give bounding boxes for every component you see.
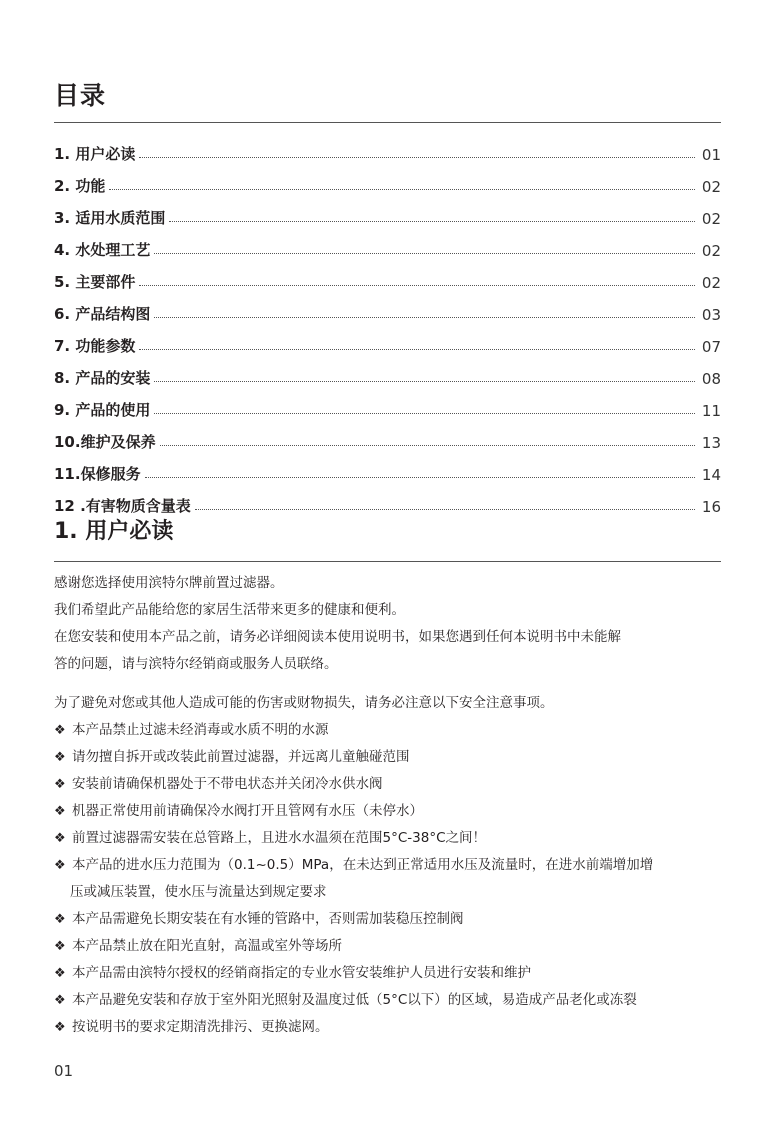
toc-entry-number: 5. [54, 273, 71, 291]
toc-entry-number: 3. [54, 209, 71, 227]
diamond-bullet-icon: ❖ [54, 750, 66, 765]
safety-bullet [54, 933, 734, 960]
safety-bullet [54, 987, 734, 1014]
toc-leader-dots [109, 189, 695, 190]
toc-entry-label: 维护及保养 [80, 433, 156, 451]
diamond-bullet-icon: ❖ [54, 966, 66, 981]
toc-entry-number: 12 . [54, 497, 86, 515]
toc-entry-number: 7. [54, 337, 71, 355]
toc-entry-10[interactable] [54, 420, 721, 452]
intro-paragraph-line: 我们希望此产品能给您的家居生活带来更多的健康和便利。 [54, 602, 405, 618]
diamond-bullet-icon: ❖ [54, 831, 66, 846]
toc-entry-page: 01 [701, 146, 721, 164]
toc-entry-label: 有害物质含量表 [85, 497, 191, 515]
toc-entry-number: 4. [54, 241, 71, 259]
table-of-contents [54, 132, 721, 516]
diamond-bullet-icon: ❖ [54, 912, 66, 927]
diamond-bullet-icon: ❖ [54, 858, 66, 873]
safety-intro: 为了避免对您或其他人造成可能的伤害或财物损失，请务必注意以下安全注意事项。 [54, 695, 554, 711]
safety-bullet [54, 798, 734, 825]
toc-entry-3[interactable] [54, 196, 721, 228]
toc-leader-dots [139, 349, 695, 350]
toc-leader-dots [154, 381, 695, 382]
safety-bullet [54, 906, 734, 933]
toc-entry-page: 07 [701, 338, 721, 356]
toc-leader-dots [139, 285, 695, 286]
toc-leader-dots [154, 413, 695, 414]
toc-entry-page: 16 [701, 498, 721, 516]
toc-entry-page: 02 [701, 274, 721, 292]
toc-leader-dots [169, 221, 695, 222]
toc-entry-11[interactable] [54, 452, 721, 484]
toc-entry-page: 02 [701, 210, 721, 228]
safety-bullet [54, 717, 734, 744]
toc-entry-page: 11 [701, 402, 721, 420]
toc-entry-8[interactable] [54, 356, 721, 388]
toc-entry-label: 功能 [75, 177, 106, 195]
toc-entry-9[interactable] [54, 388, 721, 420]
toc-entry-label: 主要部件 [75, 273, 136, 291]
toc-entry-5[interactable] [54, 260, 721, 292]
safety-bullet [54, 852, 734, 879]
toc-entry-number: 1. [54, 145, 71, 163]
toc-leader-dots [139, 157, 695, 158]
safety-bullet-text: 本产品禁止过滤未经消毒或水质不明的水源 [72, 722, 329, 738]
safety-bullet [54, 744, 734, 771]
toc-entry-4[interactable] [54, 228, 721, 260]
toc-entry-page: 02 [701, 178, 721, 196]
toc-entry-number: 8. [54, 369, 71, 387]
toc-entry-number: 2. [54, 177, 71, 195]
page-number: 01 [54, 1062, 74, 1080]
safety-bullet-continuation: 压或减压装置，使水压与流量达到规定要求 [70, 884, 327, 900]
toc-entry-page: 03 [701, 306, 721, 324]
diamond-bullet-icon: ❖ [54, 777, 66, 792]
safety-bullet-text: 机器正常使用前请确保冷水阀打开且管网有水压（未停水） [72, 803, 423, 819]
intro-paragraph-line: 感谢您选择使用滨特尔牌前置过滤器。 [54, 575, 284, 591]
toc-entry-1[interactable] [54, 132, 721, 164]
safety-bullet [54, 771, 734, 798]
safety-bullet-text: 本产品需避免长期安装在有水锤的管路中，否则需加装稳压控制阀 [72, 911, 464, 927]
toc-entry-page: 02 [701, 242, 721, 260]
safety-bullet [54, 1014, 734, 1041]
safety-bullet-text: 本产品避免安装和存放于室外阳光照射及温度过低（5°C以下）的区域，易造成产品老化或冻裂 [72, 992, 637, 1008]
toc-entry-label: 产品的安装 [75, 369, 151, 387]
safety-bullet-text: 按说明书的要求定期清洗排污、更换滤网。 [72, 1019, 329, 1035]
toc-entry-label: 水处理工艺 [75, 241, 151, 259]
toc-title-divider [54, 122, 721, 123]
toc-entry-number: 11. [54, 465, 81, 483]
toc-entry-7[interactable] [54, 324, 721, 356]
toc-entry-label: 用户必读 [75, 145, 136, 163]
safety-bullet [54, 825, 734, 852]
toc-entry-2[interactable] [54, 164, 721, 196]
safety-bullet-text: 本产品禁止放在阳光直射，高温或室外等场所 [72, 938, 342, 954]
toc-leader-dots [154, 253, 695, 254]
safety-bullet-text: 本产品需由滨特尔授权的经销商指定的专业水管安装维护人员进行安装和维护 [72, 965, 531, 981]
toc-entry-label: 保修服务 [80, 465, 141, 483]
toc-leader-dots [195, 509, 695, 510]
safety-bullet-text: 本产品的进水压力范围为（0.1~0.5）MPa，在未达到正常适用水压及流量时，在进水前端增加增 [72, 857, 654, 873]
safety-bullet-text: 前置过滤器需安装在总管路上，且进水水温须在范围5°C-38°C之间！ [72, 830, 486, 846]
toc-title: 目录 [54, 81, 107, 110]
toc-entry-page: 14 [701, 466, 721, 484]
section-title-divider [54, 561, 721, 562]
intro-paragraph-line: 答的问题，请与滨特尔经销商或服务人员联络。 [54, 656, 338, 672]
intro-paragraph-line: 在您安装和使用本产品之前，请务必详细阅读本使用说明书，如果您遇到任何本说明书中未能解 [54, 629, 621, 645]
diamond-bullet-icon: ❖ [54, 939, 66, 954]
toc-entry-label: 功能参数 [75, 337, 136, 355]
toc-entry-number: 9. [54, 401, 71, 419]
section-body [54, 570, 734, 1041]
safety-bullet [54, 960, 734, 987]
toc-leader-dots [160, 445, 695, 446]
diamond-bullet-icon: ❖ [54, 993, 66, 1008]
toc-entry-label: 产品的使用 [75, 401, 151, 419]
section-title: 1. 用户必读 [54, 519, 174, 544]
toc-entry-label: 适用水质范围 [75, 209, 166, 227]
toc-entry-number: 10. [54, 433, 81, 451]
toc-entry-12[interactable] [54, 484, 721, 516]
toc-entry-number: 6. [54, 305, 71, 323]
toc-entry-page: 08 [701, 370, 721, 388]
toc-entry-label: 产品结构图 [75, 305, 151, 323]
diamond-bullet-icon: ❖ [54, 723, 66, 738]
safety-bullet-text: 请勿擅自拆开或改装此前置过滤器，并远离儿童触碰范围 [72, 749, 410, 765]
toc-leader-dots [154, 317, 695, 318]
toc-entry-6[interactable] [54, 292, 721, 324]
safety-bullet-text: 安装前请确保机器处于不带电状态并关闭冷水供水阀 [72, 776, 383, 792]
diamond-bullet-icon: ❖ [54, 1020, 66, 1035]
toc-entry-page: 13 [701, 434, 721, 452]
diamond-bullet-icon: ❖ [54, 804, 66, 819]
toc-leader-dots [145, 477, 695, 478]
